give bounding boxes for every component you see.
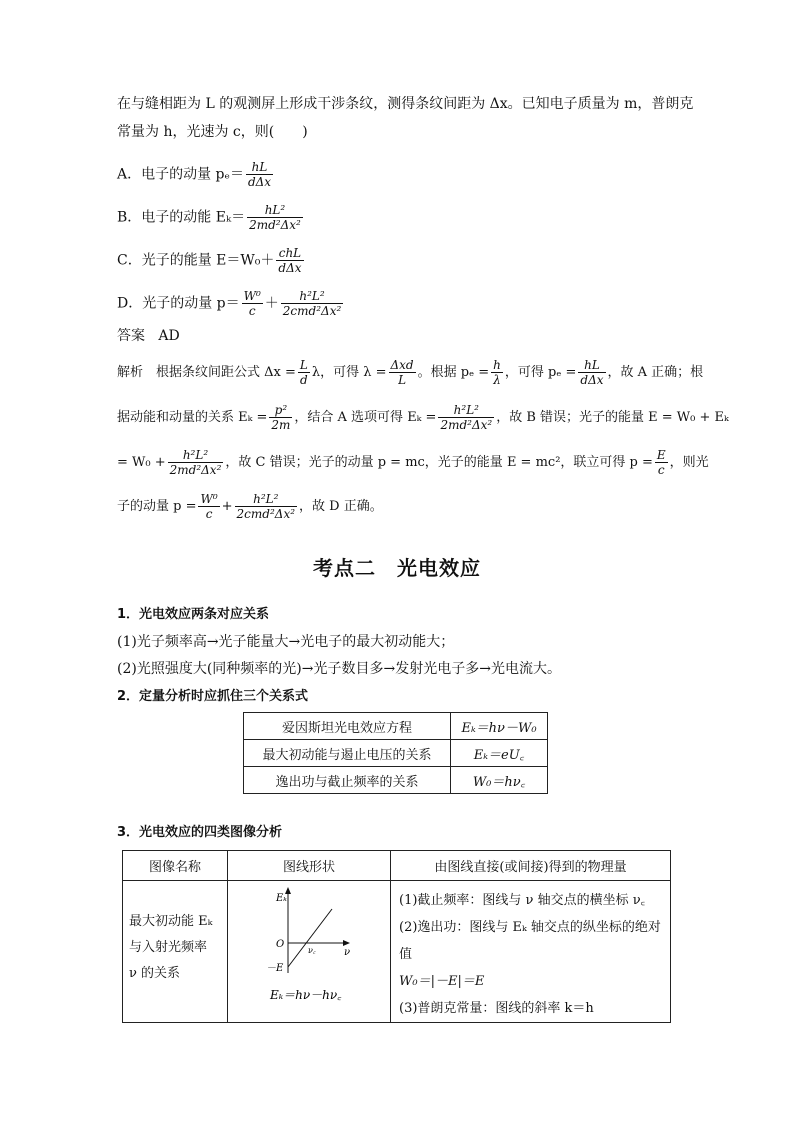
header-cell: 由图线直接(或间接)得到的物理量 — [391, 851, 671, 881]
text: + — [221, 499, 233, 514]
frac-num: hL — [246, 160, 273, 175]
cutoff-frequency-label: ν꜀ — [308, 946, 316, 955]
neg-e-label: －E — [266, 963, 284, 974]
text: = W₀ + — [117, 455, 166, 470]
point-2-title: 2．定量分析时应抓住三个关系式 — [117, 689, 309, 704]
frac-den: 2cmd²Δx² — [236, 507, 296, 521]
frac-num: E — [656, 448, 666, 462]
quantity-2-cont: 值 — [399, 947, 413, 962]
option-c-fraction — [276, 246, 303, 275]
answer-value: AD — [158, 328, 180, 344]
graph-caption: Eₖ＝hν－hν꜀ — [270, 988, 342, 1002]
relations-table — [243, 712, 548, 794]
quantities-cell — [391, 881, 671, 1023]
y-axis-label: Eₖ — [276, 893, 287, 904]
frac-den: c — [657, 463, 665, 477]
text: 据动能和动量的关系 Eₖ = — [117, 410, 268, 425]
option-d-fraction-2 — [281, 289, 343, 318]
text: 解析 根据条纹间距公式 Δx = — [117, 365, 296, 380]
quantity-3: (3)普朗克常量：图线的斜率 k＝h — [399, 1001, 594, 1016]
table-header-row — [123, 851, 671, 881]
intro-line-2: 常量为 h，光速为 c，则( ) — [117, 124, 308, 140]
analysis-line-3 — [117, 448, 709, 477]
quantity-2: (2)逸出功：图线与 Eₖ 轴交点的纵坐标的绝对 — [399, 920, 661, 935]
frac-num: h — [493, 358, 501, 372]
frac-den: 2m — [271, 418, 291, 432]
analysis-line-2 — [117, 403, 729, 432]
header-cell: 图线形状 — [228, 851, 391, 881]
option-a — [117, 160, 275, 189]
graph-name-cell — [123, 881, 228, 1023]
origin-label: O — [276, 939, 285, 950]
point-1-title: 1．光电效应两条对应关系 — [117, 607, 270, 622]
option-d — [117, 289, 345, 318]
relation-formula: Eₖ＝eU꜀ — [451, 740, 548, 767]
graph-name-line: 与入射光频率 — [129, 940, 208, 955]
fraction — [655, 448, 668, 477]
table-row — [244, 740, 548, 767]
point-1-item-2: (2)光照强度大(同种频率的光)→光子数目多→发射光电子多→光电流大。 — [117, 661, 561, 677]
point-1-item-1: (1)光子频率高→光子能量大→光电子的最大初动能大； — [117, 634, 455, 650]
table-row — [123, 881, 671, 1023]
graph-name-line: ν 的关系 — [129, 966, 181, 981]
fraction — [298, 358, 310, 387]
text: ，故 D 正确。 — [299, 499, 383, 514]
text: 。根据 pₑ = — [417, 365, 490, 380]
graph-analysis-table — [122, 850, 671, 1023]
text: ，故 B 错误；光子的能量 E = W₀ + Eₖ — [496, 410, 729, 425]
text: ，结合 A 选项可得 Eₖ = — [294, 410, 437, 425]
frac-num: hL² — [247, 203, 303, 218]
frac-num: chL — [276, 246, 303, 261]
option-d-prefix: D．光子的动量 p＝ — [117, 295, 240, 312]
text: ，故 A 正确；根 — [607, 365, 704, 380]
point-3-title: 3．光电效应的四类图像分析 — [117, 825, 283, 840]
table-row — [244, 767, 548, 794]
frac-num: W⁰ — [243, 289, 261, 303]
relation-name: 逸出功与截止频率的关系 — [244, 767, 451, 794]
intro-line-1: 在与缝相距为 L 的观测屏上形成干涉条纹，测得条纹间距为 Δx。已知电子质量为 m，普朗克 — [117, 96, 694, 112]
relation-formula: W₀＝hν꜀ — [451, 767, 548, 794]
fraction — [389, 358, 416, 387]
fraction — [438, 403, 494, 432]
frac-den: λ — [493, 373, 501, 387]
option-b-fraction — [247, 203, 303, 232]
answer-label: 答案 — [117, 328, 145, 344]
text: ，故 C 错误；光子的动量 p = mc，光子的能量 E = mc²，联立可得 p = — [225, 455, 653, 470]
graph-shape-cell — [228, 881, 391, 1023]
fraction — [168, 448, 224, 477]
option-c-prefix: C．光子的能量 E＝W₀＋ — [117, 252, 275, 269]
frac-den: 2cmd²Δx² — [282, 304, 342, 318]
frac-den: 2md²Δx² — [249, 218, 301, 232]
option-b — [117, 203, 305, 232]
frac-den: L — [398, 373, 407, 387]
frac-den: d — [300, 373, 308, 387]
relation-name: 爱因斯坦光电效应方程 — [244, 713, 451, 740]
x-axis-label: ν — [344, 947, 351, 958]
option-c — [117, 246, 306, 275]
frac-den: dΔx — [247, 175, 272, 189]
option-b-prefix: B．电子的动能 Eₖ＝ — [117, 209, 246, 226]
frac-num: p² — [269, 403, 292, 418]
fraction — [235, 492, 297, 521]
option-d-fraction-1 — [242, 289, 263, 318]
frac-den: dΔx — [278, 261, 302, 275]
ek-vs-frequency-graph — [228, 881, 388, 1015]
analysis-line-1 — [117, 358, 703, 387]
frac-num: L — [299, 358, 308, 372]
frac-den: c — [248, 304, 256, 318]
frac-num: h²L² — [168, 448, 224, 463]
frac-den: c — [205, 507, 213, 521]
frac-num: h²L² — [235, 492, 297, 507]
text: ，则光 — [669, 455, 709, 470]
frac-num: Δxd — [390, 358, 414, 372]
plus-sign: ＋ — [264, 295, 279, 312]
text: ，可得 pₑ = — [504, 365, 577, 380]
frac-num: h²L² — [438, 403, 494, 418]
header-cell: 图像名称 — [123, 851, 228, 881]
table-row — [244, 713, 548, 740]
fraction — [578, 358, 605, 387]
frac-num: h²L² — [281, 289, 343, 304]
graph-line — [288, 909, 332, 967]
text: λ，可得 λ = — [311, 365, 387, 380]
frac-num: hL — [578, 358, 605, 373]
fraction — [198, 492, 219, 521]
frac-den: 2md²Δx² — [169, 463, 222, 477]
quantity-2-formula: W₀＝|－E|＝E — [399, 974, 485, 989]
quantity-1: (1)截止频率：图线与 ν 轴交点的横坐标 ν꜀ — [399, 893, 646, 908]
option-a-prefix: A．电子的动量 pₑ＝ — [117, 166, 244, 183]
fraction — [269, 403, 292, 432]
x-axis-arrow-icon — [343, 940, 350, 946]
relation-formula: Eₖ＝hν－W₀ — [451, 713, 548, 740]
frac-den: dΔx — [580, 373, 604, 387]
relation-name: 最大初动能与遏止电压的关系 — [244, 740, 451, 767]
answer — [117, 326, 180, 346]
text: 子的动量 p = — [117, 499, 197, 514]
fraction — [491, 358, 503, 387]
option-a-fraction — [246, 160, 273, 189]
section-title: 考点二 光电效应 — [313, 556, 481, 580]
graph-name-line: 最大初动能 Eₖ — [129, 914, 213, 929]
analysis-line-4 — [117, 492, 383, 521]
frac-num: W⁰ — [200, 492, 218, 506]
frac-den: 2md²Δx² — [440, 418, 493, 432]
